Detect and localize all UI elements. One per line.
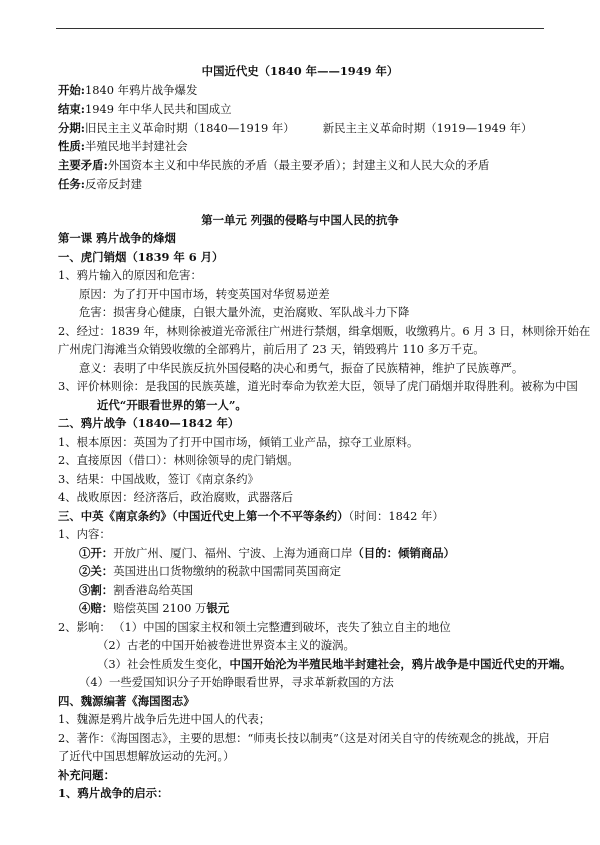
supplement-line: 1、鸦片战争的启示： [58,786,169,800]
section-3-content-label: 1、内容： [58,527,111,541]
overview-end: 结束:1949 年中华人民共和国成立 [58,102,232,116]
unit-title: 第一单元 列强的侵略与中国人民的抗争 [201,213,399,227]
section-3-impact-1: 2、影响： （1）中国的国家主权和领土完整遭到破坏，丧失了独立自主的地位 [58,620,451,634]
overview-nature: 性质:半殖民地半封建社会 [58,139,188,153]
section-1-line: 广州虎门海滩当众销毁收缴的全部鸦片，前后用了 23 天，销毁鸦片 110 多万千克。 [58,342,485,356]
lesson-title: 第一课 鸦片战争的烽烟 [58,231,176,245]
doc-title: 中国近代史（1840 年——1949 年） [201,64,399,78]
section-4-heading: 四、魏源编著《海国图志》 [58,694,195,708]
section-1-line: 1、鸦片输入的原因和危害： [58,268,202,282]
treaty-term-tariff: ②关：英国进出口货物缴纳的税款中国需同英国商定 [79,564,342,578]
section-4-line: 了近代中国思想解放运动的先河。） [58,749,235,763]
section-1-line: 原因：为了打开中国市场，转变英国对华贸易逆差 [79,287,330,301]
overview-period: 分期:旧民主主义革命时期（1840—1919 年） 新民主主义革命时期（1919—1949 年） [58,121,533,135]
section-1-line: 2、经过：1839 年，林则徐被道光帝派往广州进行禁烟，缉拿烟贩，收缴鸦片。6 月 3 日，林则徐开始在 [58,324,591,338]
section-2-line: 3、结果：中国战败，签订《南京条约》 [58,472,259,486]
section-2-line: 4、战败原因：经济落后，政治腐败，武器落后 [58,490,294,504]
section-3-impact-3: （3）社会性质发生变化，中国开始沦为半殖民地半封建社会，鸦片战争是中国近代史的开端。 [97,657,572,671]
section-2-line: 2、直接原因（借口）：林则徐领导的虎门销烟。 [58,453,299,467]
section-4-line: 1、魏源是鸦片战争后先进中国人的代表； [58,712,271,726]
treaty-term-cede: ③割：割香港岛给英国 [79,583,193,597]
section-1-line: 意义：表明了中华民族反抗外国侵略的决心和勇气，振奋了民族精神，维护了民族尊严。 [79,361,524,375]
section-1-line: 3、评价林则徐：是我国的民族英雄，道光时奉命为钦差大臣，领导了虎门硝烟并取得胜利。被称为中国 [58,379,578,393]
overview-task: 任务:反帝反封建 [58,177,142,191]
section-4-line: 2、著作：《海国图志》，主要的思想：“师夷长技以制夷”（这是对闭关自守的传统观念的挑战，开启 [58,731,550,745]
overview-start: 开始:1840 年鸦片战争爆发 [58,83,198,97]
section-3-impact-2: （2）古老的中国开始被卷进世界资本主义的漩涡。 [97,638,355,652]
section-1-heading: 一、虎门销烟（1839 年 6 月） [58,250,224,264]
section-3-heading: 三、中英《南京条约》（中国近代史上第一个不平等条约）（时间：1842 年） [58,509,444,523]
treaty-term-indemnity: ④赔：赔偿英国 2100 万银元 [79,601,230,615]
section-3-impact-4: （4）一些爱国知识分子开始睁眼看世界，寻求革新救国的方法 [79,675,394,689]
section-2-line: 1、根本原因：英国为了打开中国市场，倾销工业产品，掠夺工业原料。 [58,435,419,449]
header-rule [56,28,544,29]
section-1-line: 危害：损害身心健康，白银大量外流，吏治腐败、军队战斗力下降 [79,305,410,319]
supplement-heading: 补充问题： [58,768,115,782]
overview-contradiction: 主要矛盾:外国资本主义和中华民族的矛盾（最主要矛盾）；封建主义和人民大众的矛盾 [58,158,490,172]
treaty-term-open: ①开：开放广州、厦门、福州、宁波、上海为通商口岸（目的：倾销商品） [79,546,455,560]
section-2-heading: 二、鸦片战争（1840—1842 年） [58,416,240,430]
section-1-line: 近代“开眼看世界的第一人”。 [97,398,247,412]
